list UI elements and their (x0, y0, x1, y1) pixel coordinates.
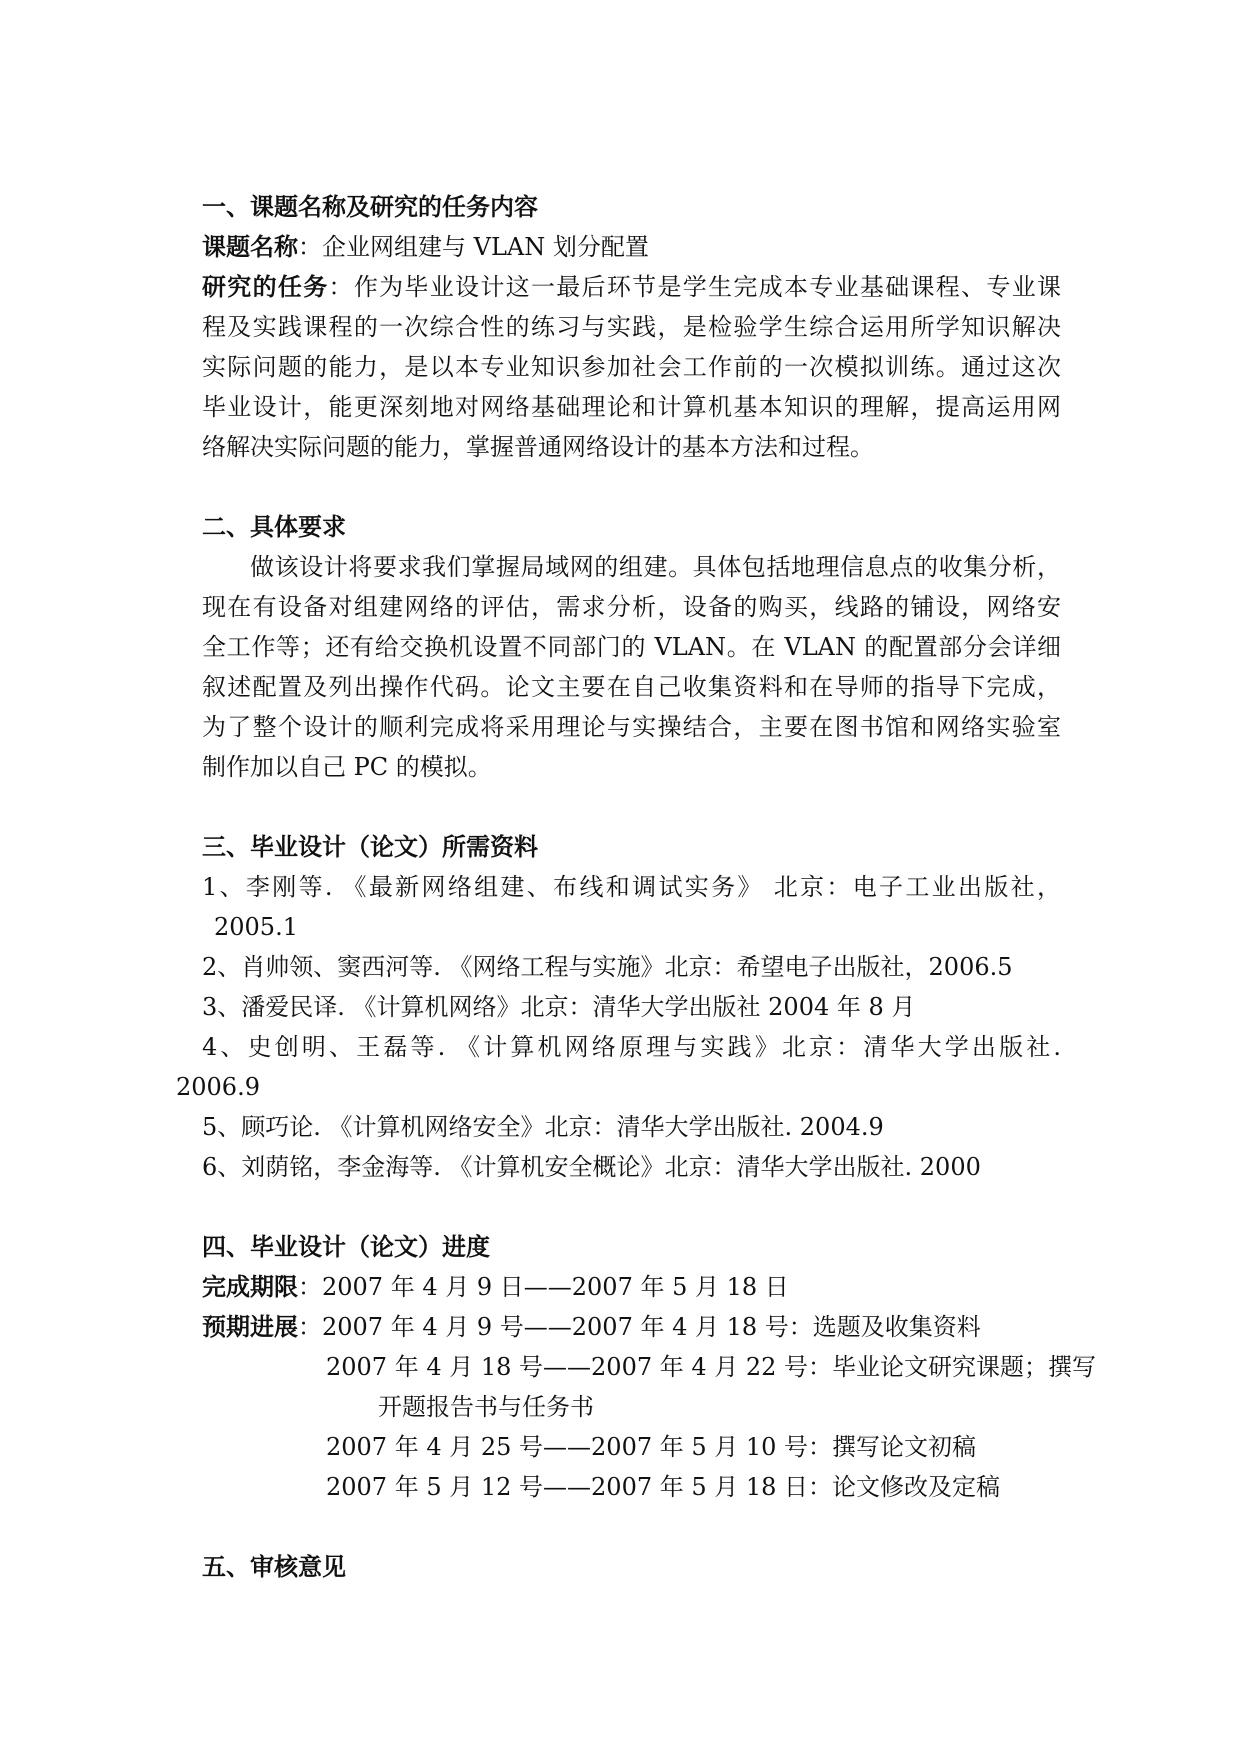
task-line (202, 270, 1061, 304)
requirements-line: 制作加以自己 PC 的模拟。 (202, 753, 492, 781)
task-text-line: 毕业设计，能更深刻地对网络基础理论和计算机基本知识的理解，提高运用网 (202, 393, 1061, 421)
section1-heading: 一、课题名称及研究的任务内容 (202, 192, 538, 221)
task-text: ：作为毕业设计这一最后环节是学生完成本专业基础课程、专业课 (328, 273, 1061, 301)
section2-heading: 二、具体要求 (202, 512, 346, 541)
task-text-line: 实际问题的能力，是以本专业知识参加社会工作前的一次模拟训练。通过这次 (202, 353, 1061, 381)
progress-item: 2007 年 4 月 25 号——2007 年 5 月 10 号：撰写论文初稿 (326, 1433, 977, 1461)
topic-label: 课题名称 (202, 232, 298, 261)
reference-item: 6、刘荫铭，李金海等. 《计算机安全概论》北京：清华大学出版社. 2000 (202, 1153, 981, 1181)
task-label: 研究的任务 (202, 272, 329, 301)
deadline-line (202, 1270, 789, 1304)
reference-item: 1、李刚等. 《最新网络组建、布线和调试实务》 北京：电子工业出版社， (202, 873, 1061, 901)
reference-continuation: 2005.1 (214, 913, 298, 941)
reference-continuation: 2006.9 (176, 1073, 260, 1101)
reference-item: 2、肖帅领、窦西河等. 《网络工程与实施》北京：希望电子出版社，2006.5 (202, 953, 1013, 981)
requirements-line: 全工作等；还有给交换机设置不同部门的 VLAN。在 VLAN 的配置部分会详细 (202, 633, 1061, 661)
reference-item: 3、潘爱民译. 《计算机网络》北京：清华大学出版社 2004 年 8 月 (202, 993, 916, 1021)
reference-item: 5、顾巧论. 《计算机网络安全》北京：清华大学出版社. 2004.9 (202, 1113, 884, 1141)
progress-item: ：2007 年 4 月 9 号——2007 年 4 月 18 号：选题及收集资料 (298, 1313, 981, 1341)
progress-item: 2007 年 4 月 18 号——2007 年 4 月 22 号：毕业论文研究课题；撰写 (326, 1353, 1097, 1381)
section4-heading: 四、毕业设计（论文）进度 (202, 1232, 490, 1261)
progress-item-continuation: 开题报告书与任务书 (378, 1393, 594, 1421)
requirements-line: 叙述配置及列出操作代码。论文主要在自己收集资料和在导师的指导下完成， (202, 673, 1061, 701)
section5-heading: 五、审核意见 (202, 1552, 346, 1581)
requirements-line: 做该设计将要求我们掌握局域网的组建。具体包括地理信息点的收集分析， (250, 553, 1061, 581)
deadline-label: 完成期限 (202, 1272, 298, 1301)
requirements-line: 为了整个设计的顺利完成将采用理论与实操结合，主要在图书馆和网络实验室 (202, 713, 1061, 741)
deadline-value: ：2007 年 4 月 9 日——2007 年 5 月 18 日 (298, 1273, 789, 1301)
section3-heading: 三、毕业设计（论文）所需资料 (202, 832, 538, 861)
progress-item: 2007 年 5 月 12 号——2007 年 5 月 18 日：论文修改及定稿 (326, 1473, 1001, 1501)
task-text-line: 程及实践课程的一次综合性的练习与实践，是检验学生综合运用所学知识解决 (202, 313, 1061, 341)
topic-value: ：企业网组建与 VLAN 划分配置 (298, 233, 649, 261)
topic-line (202, 230, 649, 264)
requirements-line: 现在有设备对组建网络的评估，需求分析，设备的购买，线路的铺设，网络安 (202, 593, 1061, 621)
task-text-line: 络解决实际问题的能力，掌握普通网络设计的基本方法和过程。 (202, 433, 874, 461)
progress-line (202, 1310, 981, 1344)
reference-item: 4、史创明、王磊等. 《计算机网络原理与实践》北京：清华大学出版社. (202, 1033, 1061, 1061)
progress-label: 预期进展 (202, 1312, 298, 1341)
